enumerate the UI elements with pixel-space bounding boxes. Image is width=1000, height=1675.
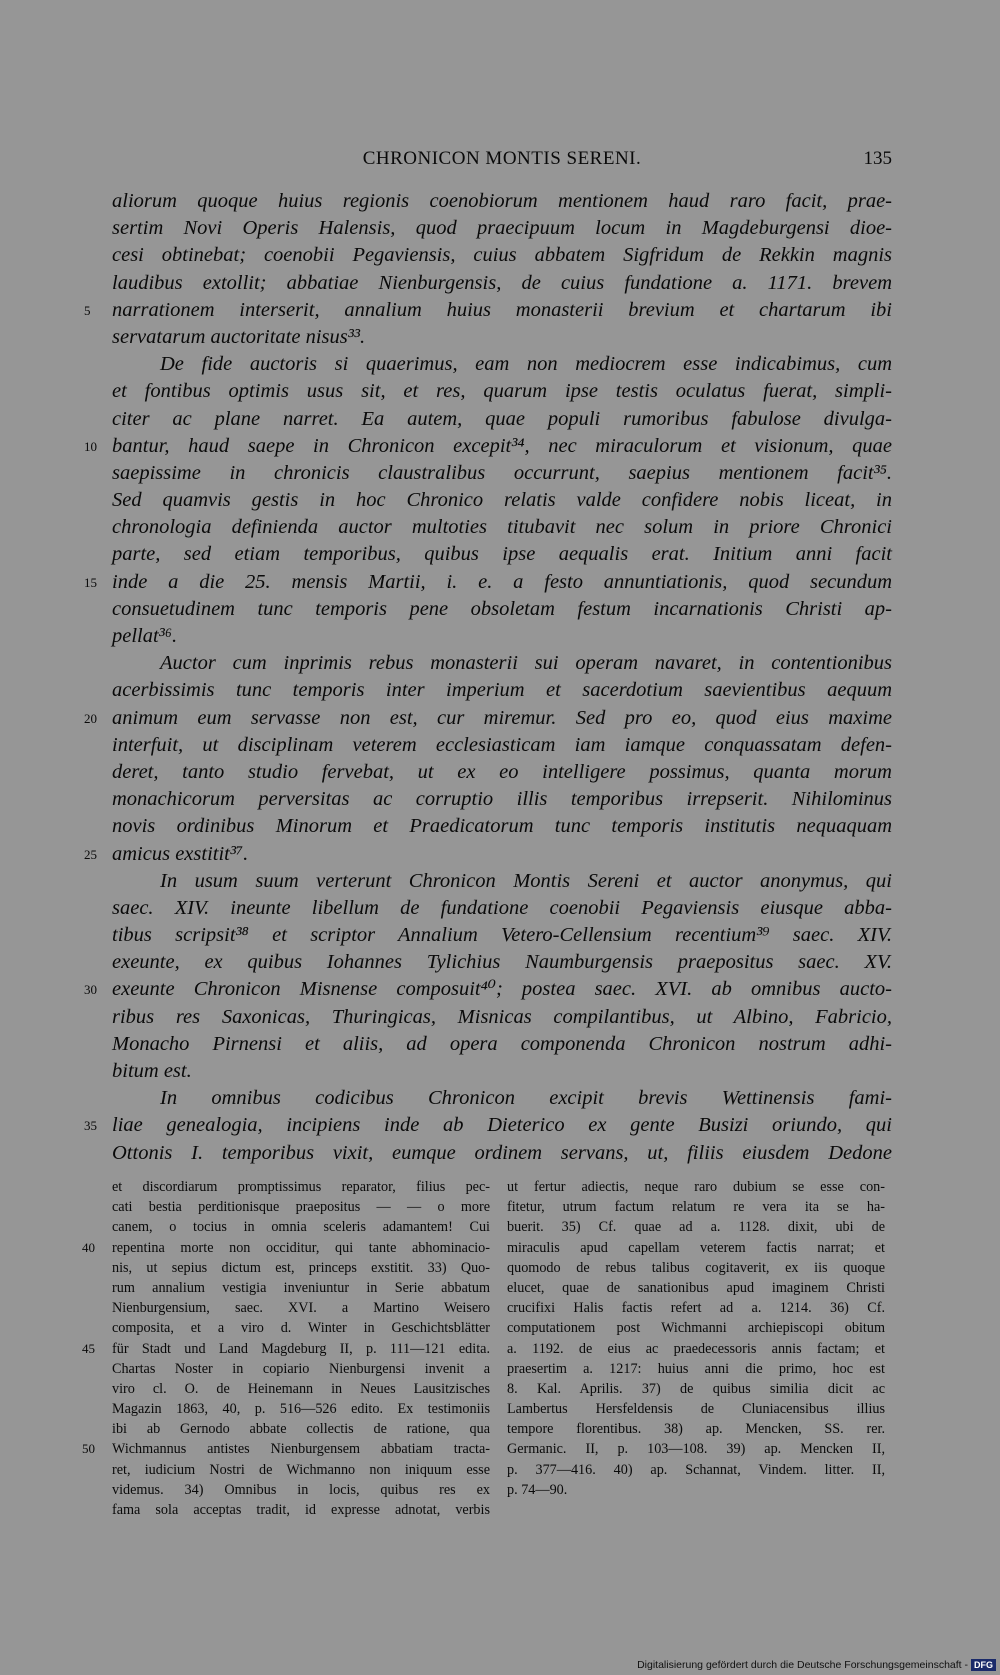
footnotes-left-column xyxy=(82,1177,490,1520)
line-number: 10 xyxy=(84,438,97,454)
line-text: ibi ab Gernodo abbate collectis de ratione, qua xyxy=(112,1421,490,1438)
text-line xyxy=(112,460,892,487)
text-line xyxy=(84,705,892,732)
line-text: repentina morte non occiditur, qui tante abhominacio- xyxy=(112,1239,490,1256)
line-text: a. 1192. de eius ac praedecessoris annis factam; et xyxy=(507,1340,885,1357)
footnote-line xyxy=(507,1359,885,1379)
footnote-line xyxy=(507,1217,885,1237)
text-line xyxy=(112,732,892,759)
text-line xyxy=(112,813,892,840)
line-text: computationem post Wichmanni archiepiscopi obitum xyxy=(507,1320,885,1337)
footnote-line xyxy=(112,1379,490,1399)
text-line xyxy=(84,569,892,596)
footnote-line xyxy=(82,1238,490,1258)
digitization-credit xyxy=(637,1658,996,1672)
line-text: canem, o tocius in omnia sceleris adamantem! Cui xyxy=(112,1219,490,1236)
text-line xyxy=(112,1085,892,1112)
line-text: animum eum servasse non est, cur miremur. Sed pro eo, quod eius maxime xyxy=(112,706,892,729)
line-text: ut fertur adiectis, neque raro dubium se esse con- xyxy=(507,1179,885,1195)
line-number: 20 xyxy=(84,710,97,726)
text-line xyxy=(84,297,892,324)
text-line xyxy=(112,596,892,623)
line-number: 50 xyxy=(82,1441,95,1457)
footnote-line xyxy=(112,1318,490,1338)
line-text: pellat³⁶. xyxy=(112,625,178,647)
footnote-line xyxy=(112,1278,490,1298)
footnote-line xyxy=(112,1177,490,1197)
line-text: In usum suum verterunt Chronicon Montis Sereni et auctor anonymus, qui xyxy=(160,869,892,892)
text-line xyxy=(112,868,892,895)
line-text: exeunte Chronicon Misnense composuit⁴⁰; postea saec. XVI. ab omnibus aucto- xyxy=(112,978,892,1001)
line-number: 40 xyxy=(82,1239,95,1255)
footnote-line xyxy=(112,1399,490,1419)
text-line xyxy=(112,242,892,269)
line-text: bitum est. xyxy=(112,1060,192,1082)
line-text: deret, tanto studio fervebat, ut ex eo intelligere possimus, quanta morum xyxy=(112,760,892,783)
line-text: novis ordinibus Minorum et Praedicatorum tunc temporis institutis nequaquam xyxy=(112,815,892,838)
line-number: 45 xyxy=(82,1340,95,1356)
line-text: inde a die 25. mensis Martii, i. e. a festo annuntiationis, quod secundum xyxy=(112,570,892,593)
line-text: p. 74—90. xyxy=(507,1481,568,1498)
line-text: videmus. 34) Omnibus in locis, quibus res ex xyxy=(112,1481,490,1498)
footnote-line xyxy=(112,1258,490,1278)
text-line xyxy=(112,351,892,378)
line-text: fama sola acceptas tradit, id expresse adnotat, verbis xyxy=(112,1502,490,1518)
line-text: nis, ut sepius dictum est, princeps exstitit. 33) Quo- xyxy=(112,1259,490,1276)
line-text: et discordiarum promptissimus reparator, filius pec- xyxy=(112,1179,490,1195)
line-text: saepissime in chronicis claustralibus occurrunt, saepius mentionem facit³⁵. xyxy=(112,461,892,484)
footnote-line xyxy=(82,1439,490,1459)
line-text: cati bestia perditionisque praepositus — — o more xyxy=(112,1199,490,1216)
line-text: rum annalium vestigia inveniuntur in Serie abbatum xyxy=(112,1279,490,1296)
footnote-line xyxy=(507,1258,885,1278)
line-text: praesertim a. 1217: huius anni die primo, hoc est xyxy=(507,1360,885,1377)
line-text: 8. Kal. Aprilis. 37) de quibus similia dicit ac xyxy=(507,1380,885,1397)
line-number: 30 xyxy=(84,982,97,998)
text-line xyxy=(112,1140,892,1167)
line-text: Sed quamvis gestis in hoc Chronico relatis valde confidere nobis liceat, in xyxy=(112,489,892,512)
text-line xyxy=(112,324,892,351)
line-text: saec. XIV. ineunte libellum de fundatione coenobii Pegaviensis eiusque abba- xyxy=(112,896,892,919)
line-text: miraculis apud capellam veterem factis narrat; et xyxy=(507,1239,885,1256)
text-line xyxy=(112,1031,892,1058)
running-title: CHRONICON MONTIS SERENI. xyxy=(362,148,642,169)
line-text: ribus res Saxonicas, Thuringicas, Misnicas compilantibus, ut Albino, Fabricio, xyxy=(112,1005,892,1028)
footnote-line xyxy=(507,1339,885,1359)
footnote-line xyxy=(507,1238,885,1258)
line-text: consuetudinem tunc temporis pene obsoletam festum incarnationis Christi ap- xyxy=(112,597,892,620)
footnote-line xyxy=(507,1197,885,1217)
footnote-line xyxy=(112,1217,490,1237)
running-header xyxy=(112,148,892,174)
text-line xyxy=(112,759,892,786)
footnote-line xyxy=(112,1359,490,1379)
line-text: liae genealogia, incipiens inde ab Dieterico ex gente Busizi oriundo, qui xyxy=(112,1114,892,1137)
line-text: Lambertus Hersfeldensis de Cluniacensibus illius xyxy=(507,1401,885,1418)
line-text: interfuit, ut disciplinam veterem ecclesiasticam iam iamque conquassatam defen- xyxy=(112,733,892,756)
line-text: exeunte, ex quibus Iohannes Tylichius Naumburgensis praepositus saec. XV. xyxy=(112,951,892,974)
footnote-line xyxy=(112,1480,490,1500)
line-text: für Stadt und Land Magdeburg II, p. 111—121 edita. xyxy=(112,1340,490,1357)
line-text: servatarum auctoritate nisus³³. xyxy=(112,325,366,348)
dfg-logo: DFG xyxy=(971,1659,996,1671)
text-line xyxy=(112,378,892,405)
text-line xyxy=(112,677,892,704)
line-text: Magazin 1863, 40, p. 516—526 edito. Ex testimoniis xyxy=(112,1401,490,1418)
line-text: Wichmannus antistes Nienburgensem abbatiam tracta- xyxy=(112,1441,490,1458)
footnote-line xyxy=(507,1177,885,1197)
line-text: chronologia definienda auctor multoties titubavit nec solum in priore Chronici xyxy=(112,516,892,539)
text-line xyxy=(112,215,892,242)
text-line xyxy=(112,623,892,650)
footnote-line xyxy=(507,1399,885,1419)
line-text: elucet, quae de sanationibus apud imaginem Christi xyxy=(507,1279,885,1296)
line-text: Germanic. II, p. 103—108. 39) ap. Mencken II, xyxy=(507,1441,885,1458)
line-text: sertim Novi Operis Halensis, quod praecipuum locum in Magdeburgensi dioe- xyxy=(112,217,892,240)
page-number: 135 xyxy=(863,148,892,169)
line-text: cesi obtinebat; coenobii Pegaviensis, cuius abbatem Sigfridum de Rekkin magnis xyxy=(112,244,892,267)
line-text: Nienburgensium, saec. XVI. a Martino Weisero xyxy=(112,1300,490,1317)
footnote-line xyxy=(112,1419,490,1439)
line-text: ret, iudicium Nostri de Wichmanno non iniquum esse xyxy=(112,1461,490,1478)
text-line xyxy=(112,487,892,514)
line-text: bantur, haud saepe in Chronicon excepit³⁴, nec miraculorum et visionum, quae xyxy=(112,434,892,457)
footnote-line xyxy=(507,1278,885,1298)
line-text: acerbissimis tunc temporis inter imperium et sacerdotium saevientibus aequum xyxy=(112,679,892,702)
line-text: Chartas Noster in copiario Nienburgensi invenit a xyxy=(112,1360,490,1377)
line-text: De fide auctoris si quaerimus, eam non mediocrem esse indicabimus, cum xyxy=(160,353,892,376)
text-line xyxy=(84,433,892,460)
line-text: monachicorum perversitas ac corruptio illis temporibus irrepserit. Nihilominus xyxy=(112,788,892,811)
footnote-line xyxy=(112,1197,490,1217)
line-text: Ottonis I. temporibus vixit, eumque ordinem servans, ut, filiis eiusdem Dedone xyxy=(112,1141,892,1164)
text-line xyxy=(84,976,892,1003)
footnotes-right-column xyxy=(507,1177,885,1500)
footnote-line xyxy=(112,1460,490,1480)
line-number: 25 xyxy=(84,846,97,862)
text-line xyxy=(112,949,892,976)
line-text: Monacho Pirnensi et aliis, ad opera componenda Chronicon nostrum adhi- xyxy=(112,1032,892,1055)
text-line xyxy=(112,188,892,215)
text-line xyxy=(112,514,892,541)
footnote-line xyxy=(507,1419,885,1439)
line-text: crucifixi Halis factis refert ad a. 1214. 36) Cf. xyxy=(507,1300,885,1317)
line-text: buerit. 35) Cf. quae ad a. 1128. dixit, ubi de xyxy=(507,1219,885,1236)
line-text: In omnibus codicibus Chronicon excipit brevis Wettinensis fami- xyxy=(160,1087,892,1110)
line-text: amicus exstitit³⁷. xyxy=(112,842,249,865)
text-line xyxy=(84,841,892,868)
footnote-line xyxy=(82,1339,490,1359)
text-line xyxy=(112,406,892,433)
line-text: quomodo de rebus talibus cogitaverit, ex iis quoque xyxy=(507,1259,885,1276)
text-line xyxy=(112,650,892,677)
line-text: tempore florentibus. 38) ap. Mencken, SS. rer. xyxy=(507,1421,885,1438)
line-number: 35 xyxy=(84,1118,97,1134)
line-text: laudibus extollit; abbatiae Nienburgensis, de cuius fundatione a. 1171. brevem xyxy=(112,271,892,294)
line-text: viro cl. O. de Heinemann in Neues Lausitzisches xyxy=(112,1380,490,1397)
line-text: aliorum quoque huius regionis coenobiorum mentionem haud raro facit, prae- xyxy=(112,190,892,212)
line-text: fitetur, utrum factum relatum re vera ita se ha- xyxy=(507,1199,885,1216)
text-line xyxy=(112,1004,892,1031)
line-number: 5 xyxy=(84,302,91,318)
text-line xyxy=(112,541,892,568)
footnote-line xyxy=(507,1379,885,1399)
line-text: tibus scripsit³⁸ et scriptor Annalium Vetero-Cellensium recentium³⁹ saec. XIV. xyxy=(112,924,892,947)
main-text-block xyxy=(84,188,892,1167)
footnote-line xyxy=(112,1298,490,1318)
footnote-line xyxy=(507,1480,885,1500)
text-line xyxy=(84,1112,892,1139)
footnote-line xyxy=(507,1460,885,1480)
line-text: Auctor cum inprimis rebus monasterii sui operam navaret, in contentionibus xyxy=(160,652,892,675)
credit-text: Digitalisierung gefördert durch die Deutsche Forschungsgemeinschaft - xyxy=(637,1659,968,1671)
line-text: composita, et a viro d. Winter in Geschichtsblätter xyxy=(112,1320,490,1337)
line-text: p. 377—416. 40) ap. Schannat, Vindem. litter. II, xyxy=(507,1461,885,1478)
line-text: parte, sed etiam temporibus, quibus ipse aequalis erat. Initium anni facit xyxy=(112,543,892,566)
line-text: et fontibus optimis usus sit, et res, quarum ipse testis oculatus fuerat, simpli- xyxy=(112,380,892,403)
text-line xyxy=(112,786,892,813)
line-text: citer ac plane narret. Ea autem, quae populi rumoribus fabulose divulga- xyxy=(112,407,892,430)
footnote-line xyxy=(112,1500,490,1520)
text-line xyxy=(112,895,892,922)
line-text: narrationem interserit, annalium huius monasterii brevium et chartarum ibi xyxy=(112,298,892,321)
text-line xyxy=(112,1058,892,1085)
line-number: 15 xyxy=(84,574,97,590)
footnote-line xyxy=(507,1298,885,1318)
footnote-line xyxy=(507,1439,885,1459)
text-line xyxy=(112,270,892,297)
text-line xyxy=(112,922,892,949)
footnote-line xyxy=(507,1318,885,1338)
